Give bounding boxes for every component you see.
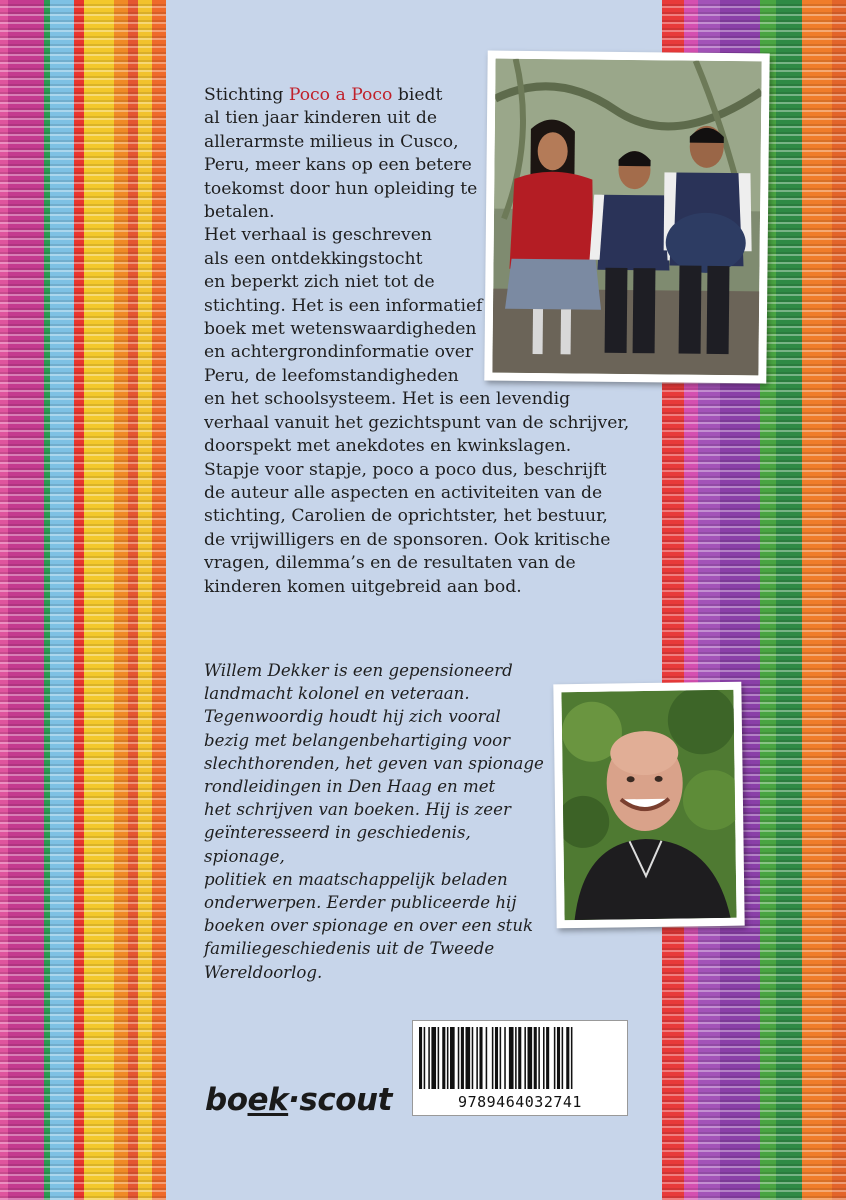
barcode-bar — [562, 1027, 564, 1089]
text-line: Peru, meer kans op een betere — [204, 155, 472, 176]
barcode-bar — [472, 1027, 474, 1089]
intro-text: Stichting — [204, 85, 289, 105]
barcode-bar — [518, 1027, 521, 1089]
barcode-bar — [528, 1027, 533, 1089]
isbn-barcode — [412, 1020, 628, 1116]
barcode-bar — [566, 1027, 569, 1089]
woven-stripe — [50, 0, 74, 1200]
text-line: doorspekt met anekdotes en kwinkslagen. — [204, 436, 572, 457]
barcode-bar — [479, 1027, 482, 1089]
woven-stripe — [8, 0, 44, 1200]
text-line: de vrijwilligers en de sponsoren. Ook kritische — [204, 529, 611, 550]
barcode-bar — [466, 1027, 471, 1089]
woven-stripe — [138, 0, 152, 1200]
text-line: betalen. — [204, 202, 275, 223]
barcode-bar — [557, 1027, 560, 1089]
text-line: geïnteresseerd in geschiedenis, spionage, — [204, 823, 471, 866]
barcode-bar — [442, 1027, 445, 1089]
text-line: politiek en maatschappelijk beladen — [204, 869, 508, 889]
text-line: en beperkt zich niet tot de — [204, 272, 435, 293]
publisher-logo — [205, 1082, 392, 1118]
barcode-bar — [419, 1027, 422, 1089]
text-line: landmacht kolonel en veteraan. — [204, 684, 470, 704]
woven-stripe — [128, 0, 138, 1200]
barcode-bar — [461, 1027, 464, 1089]
text-line: Tegenwoordig houdt hij zich vooral — [204, 707, 501, 727]
barcode-bar — [458, 1027, 460, 1089]
woven-stripe — [114, 0, 128, 1200]
text-line: Stapje voor stapje, poco a poco dus, beschrijft — [204, 459, 607, 480]
barcode-bar — [476, 1027, 478, 1089]
text-line: als een ontdekkingstocht — [204, 248, 423, 269]
text-line: Willem Dekker is een gepensioneerd — [204, 661, 513, 680]
barcode-bar — [509, 1027, 514, 1089]
barcode-bar — [428, 1027, 430, 1089]
woven-stripe — [776, 0, 802, 1200]
text-line: het schrijven van boeken. Hij is zeer — [204, 800, 511, 820]
text-line: rondleidingen in Den Haag en met — [204, 777, 496, 797]
woven-stripe — [0, 0, 8, 1200]
barcode-bar — [524, 1027, 526, 1089]
woven-stripe — [152, 0, 166, 1200]
text-line: kinderen komen uitgebreid aan bod. — [204, 576, 522, 597]
author-photo — [553, 682, 744, 929]
text-line: allerarmste milieus in Cusco, — [204, 131, 459, 152]
barcode-bar — [424, 1027, 426, 1089]
text-line: en achtergrondinformatie over — [204, 342, 474, 363]
intro-text-after: biedt — [392, 85, 443, 105]
text-line: al tien jaar kinderen uit de — [204, 108, 438, 129]
logo-part-3: ·scout — [288, 1082, 392, 1118]
barcode-bar — [438, 1027, 440, 1089]
text-line: verhaal vanuit het gezichtspunt van de schrijver, — [204, 412, 630, 433]
text-line: Het verhaal is geschreven — [204, 225, 432, 246]
barcode-bar — [554, 1027, 556, 1089]
barcode-bar — [431, 1027, 436, 1089]
barcode-bars — [419, 1027, 621, 1089]
text-line: bezig met belangenbehartiging voor — [204, 730, 511, 750]
text-line: onderwerpen. Eerder publiceerde hij — [204, 893, 517, 913]
barcode-bar — [534, 1027, 537, 1089]
author-photo-image — [561, 690, 736, 920]
barcode-bar — [500, 1027, 502, 1089]
barcode-bar — [492, 1027, 494, 1089]
text-line: boek met wetenswaardigheden — [204, 319, 477, 340]
text-line: Wereldoorlog. — [204, 962, 323, 982]
barcode-bar — [543, 1027, 545, 1089]
barcode-bar — [546, 1027, 549, 1089]
text-line: boeken over spionage en over een stuk — [204, 916, 534, 936]
text-line: en het schoolsysteem. Het is een levendig — [204, 389, 571, 410]
text-line: stichting, Carolien de oprichtster, het bestuur, — [204, 506, 608, 527]
children-photo — [484, 51, 769, 384]
barcode-bar — [515, 1027, 517, 1089]
text-line: vragen, dilemma’s en de resultaten van de — [204, 553, 576, 574]
text-line: slechthorenden, het geven van spionage — [204, 753, 544, 773]
text-line: stichting. Het is een informatief — [204, 295, 483, 316]
barcode-bar — [571, 1027, 573, 1089]
woven-stripe — [74, 0, 84, 1200]
bio-lines — [204, 659, 554, 984]
children-photo-image — [492, 59, 761, 376]
woven-stripe — [832, 0, 846, 1200]
logo-part-2: ek — [247, 1082, 289, 1118]
text-line: Peru, de leefomstandigheden — [204, 365, 459, 386]
logo-part-1: bo — [205, 1082, 248, 1118]
barcode-bar — [486, 1027, 488, 1089]
barcode-bar — [538, 1027, 540, 1089]
author-bio — [204, 659, 554, 984]
foundation-name: Poco a Poco — [288, 85, 393, 105]
isbn-number: 9789464032741 — [458, 1093, 582, 1111]
text-line: de auteur alle aspecten en activiteiten van de — [204, 482, 603, 503]
text-line: toekomst door hun opleiding te — [204, 178, 478, 199]
barcode-bar — [495, 1027, 498, 1089]
woven-stripe — [84, 0, 114, 1200]
barcode-bar — [450, 1027, 455, 1089]
text-line: familiegeschiedenis uit de Tweede — [204, 939, 495, 959]
woven-stripe — [802, 0, 832, 1200]
left-woven-stripes — [0, 0, 166, 1200]
barcode-bar — [504, 1027, 506, 1089]
barcode-bar — [447, 1027, 449, 1089]
